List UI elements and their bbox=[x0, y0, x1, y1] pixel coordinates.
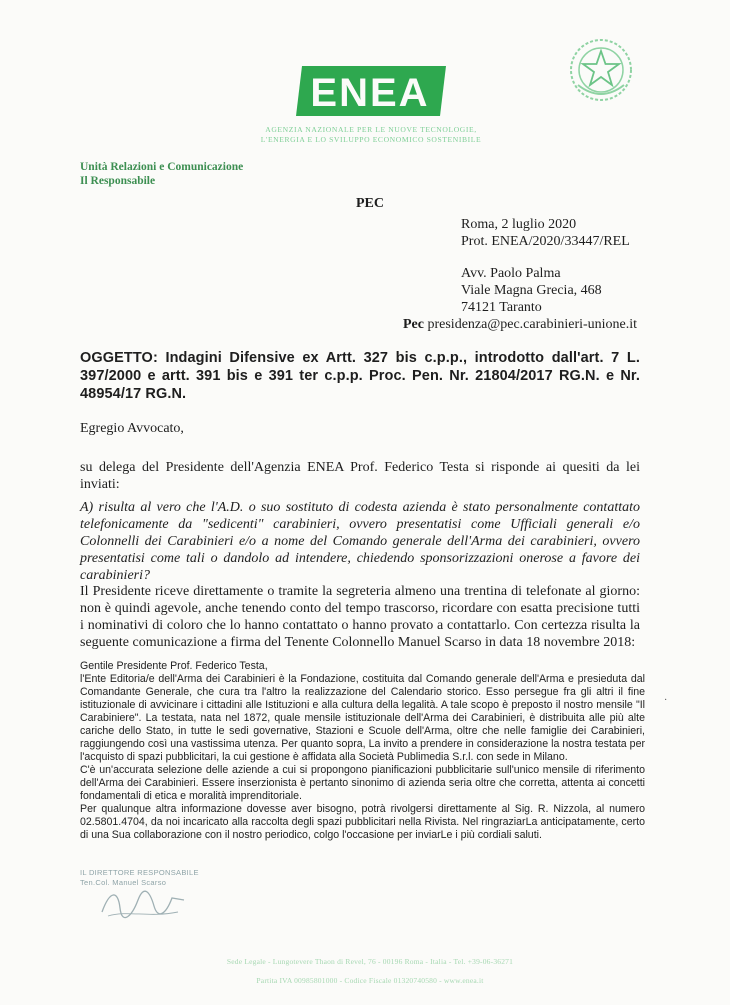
footer-fiscal: Partita IVA 00985801000 - Codice Fiscale 01320740580 - www.enea.it bbox=[256, 976, 484, 985]
question-a: A) risulta al vero che l'A.D. o suo sostituto di codesta azienda è stato personalmente contattato telefonicamente da "sedicenti" carabinieri, ovvero presentatisi come Ufficiali generali e/o Colonnelli dei Carabinieri e/o a nome del Comando generale dell'Arma dei carabinieri, ovvero presentatisi come tali o dandolo ad intendere, chiedendo sponsorizzazioni onerose a favore dei carabinieri? bbox=[80, 500, 640, 583]
agency-line-1: AGENZIA NAZIONALE PER LE NUOVE TECNOLOGIE, bbox=[265, 125, 477, 134]
footer bbox=[160, 952, 580, 990]
protocol-number: Prot. ENEA/2020/33447/REL bbox=[461, 234, 630, 249]
republic-emblem-icon bbox=[568, 37, 634, 103]
salutation: Egregio Avvocato, bbox=[80, 421, 184, 436]
agency-line-2: L'ENERGIA E LO SVILUPPO ECONOMICO SOSTENIBILE bbox=[260, 135, 482, 144]
svg-text:ENEA: ENEA bbox=[310, 71, 430, 115]
signature-title: IL DIRETTORE RESPONSABILE bbox=[80, 868, 199, 877]
quoted-paragraph: C'è un'accurata selezione delle aziende a cui si propongono pianificazioni pubblicitarie sull'unico mensile di riferimento dell'Arma dei Carabinieri. Essere inserzionista è pertanto sinonimo di azienda seria oltre che corretta, attenta ai concetti fondamentali di etica e moralità imprenditoriale. bbox=[80, 764, 645, 802]
quoted-letter bbox=[80, 660, 645, 842]
margin-dot: · bbox=[664, 695, 668, 706]
unit-role: Il Responsabile bbox=[80, 175, 156, 187]
pec-heading: PEC bbox=[356, 196, 384, 211]
unit-name: Unità Relazioni e Comunicazione bbox=[80, 161, 244, 173]
recipient-name: Avv. Paolo Palma bbox=[461, 266, 561, 281]
intro-paragraph: su delega del Presidente dell'Agenzia ENEA Prof. Federico Testa si risponde ai quesiti da lei inviati: bbox=[80, 460, 640, 492]
agency-name bbox=[226, 125, 516, 145]
recipient-city: 74121 Taranto bbox=[461, 300, 542, 315]
signature-name: Ten.Col. Manuel Scarso bbox=[80, 878, 167, 887]
enea-logo bbox=[296, 66, 446, 116]
handwritten-signature bbox=[98, 882, 188, 922]
date-line: Roma, 2 luglio 2020 bbox=[461, 217, 577, 232]
pec-email: presidenza@pec.carabinieri-unione.it bbox=[427, 317, 638, 332]
answer-a: Il Presidente riceve direttamente o tramite la segreteria almeno una trentina di telefonate al giorno: non è quindi agevole, anche tenendo conto del tempo trascorso, ricordare con esatta precisione tutti i nominativi di coloro che lo hanno contattato o hanno provato a contattarlo. Con certezza risulta la seguente comunicazione a firma del Tenente Colonnello Manuel Scarso in data 18 novembre 2018: bbox=[80, 584, 640, 650]
quoted-paragraph: l'Ente Editoria/e dell'Arma dei Carabinieri è la Fondazione, costituita dal Comando generale dell'Arma e presieduta dal Comandante Generale, che cura tra l'altro la realizzazione del Calendario storico. Esso persegue fra gli altri il fine istituzionale di avvicinare i cittadini alle Istituzioni e alla cultura della legalità. A tale scopo è preposto il nostro mensile "Il Carabiniere". La testata, nata nel 1872, quale mensile istituzionale dell'Arma dei Carabinieri, è distribuita alle più alte cariche dello Stato, in tutte le sedi governative, Stazioni e Scuole dell'Arma, oltre che nelle famiglie dei Carabinieri, raggiungendo così una vastissima utenza. Per quanto sopra, La invito a prendere in considerazione la nostra testata per l'acquisto di spazi pubblicitari, la cui gestione è affidata alla Società Publimedia S.r.l. con sede in Milano. bbox=[80, 673, 645, 763]
pec-label: Pec bbox=[403, 317, 424, 332]
quoted-greeting: Gentile Presidente Prof. Federico Testa, bbox=[80, 660, 268, 672]
recipient-pec bbox=[403, 316, 637, 333]
subject-line: OGGETTO: Indagini Difensive ex Artt. 327 bis c.p.p., introdotto dall'art. 7 L. 397/2000 e artt. 391 bis e 391 ter c.p.p. Proc. Pen. Nr. 21804/2017 RG.N. e Nr. 48954/17 RG.N. bbox=[80, 350, 640, 402]
sender-unit bbox=[80, 160, 243, 188]
recipient-street: Viale Magna Grecia, 468 bbox=[461, 283, 602, 298]
quoted-paragraph: Per qualunque altra informazione dovesse aver bisogno, potrà rivolgersi direttamente al Sig. R. Nizzola, al numero 02.5801.4704, da noi incaricato alla raccolta degli spazi pubblicitari nella Rivista. Nel ringraziarLa anticipatamente, certo di una Sua collaborazione con il nostro periodico, colgo l'occasione per inviarLe i più cordiali saluti. bbox=[80, 803, 645, 841]
footer-address: Sede Legale - Lungotevere Thaon di Revel, 76 - 00196 Roma - Italia - Tel. +39-06-36271 bbox=[226, 957, 514, 966]
